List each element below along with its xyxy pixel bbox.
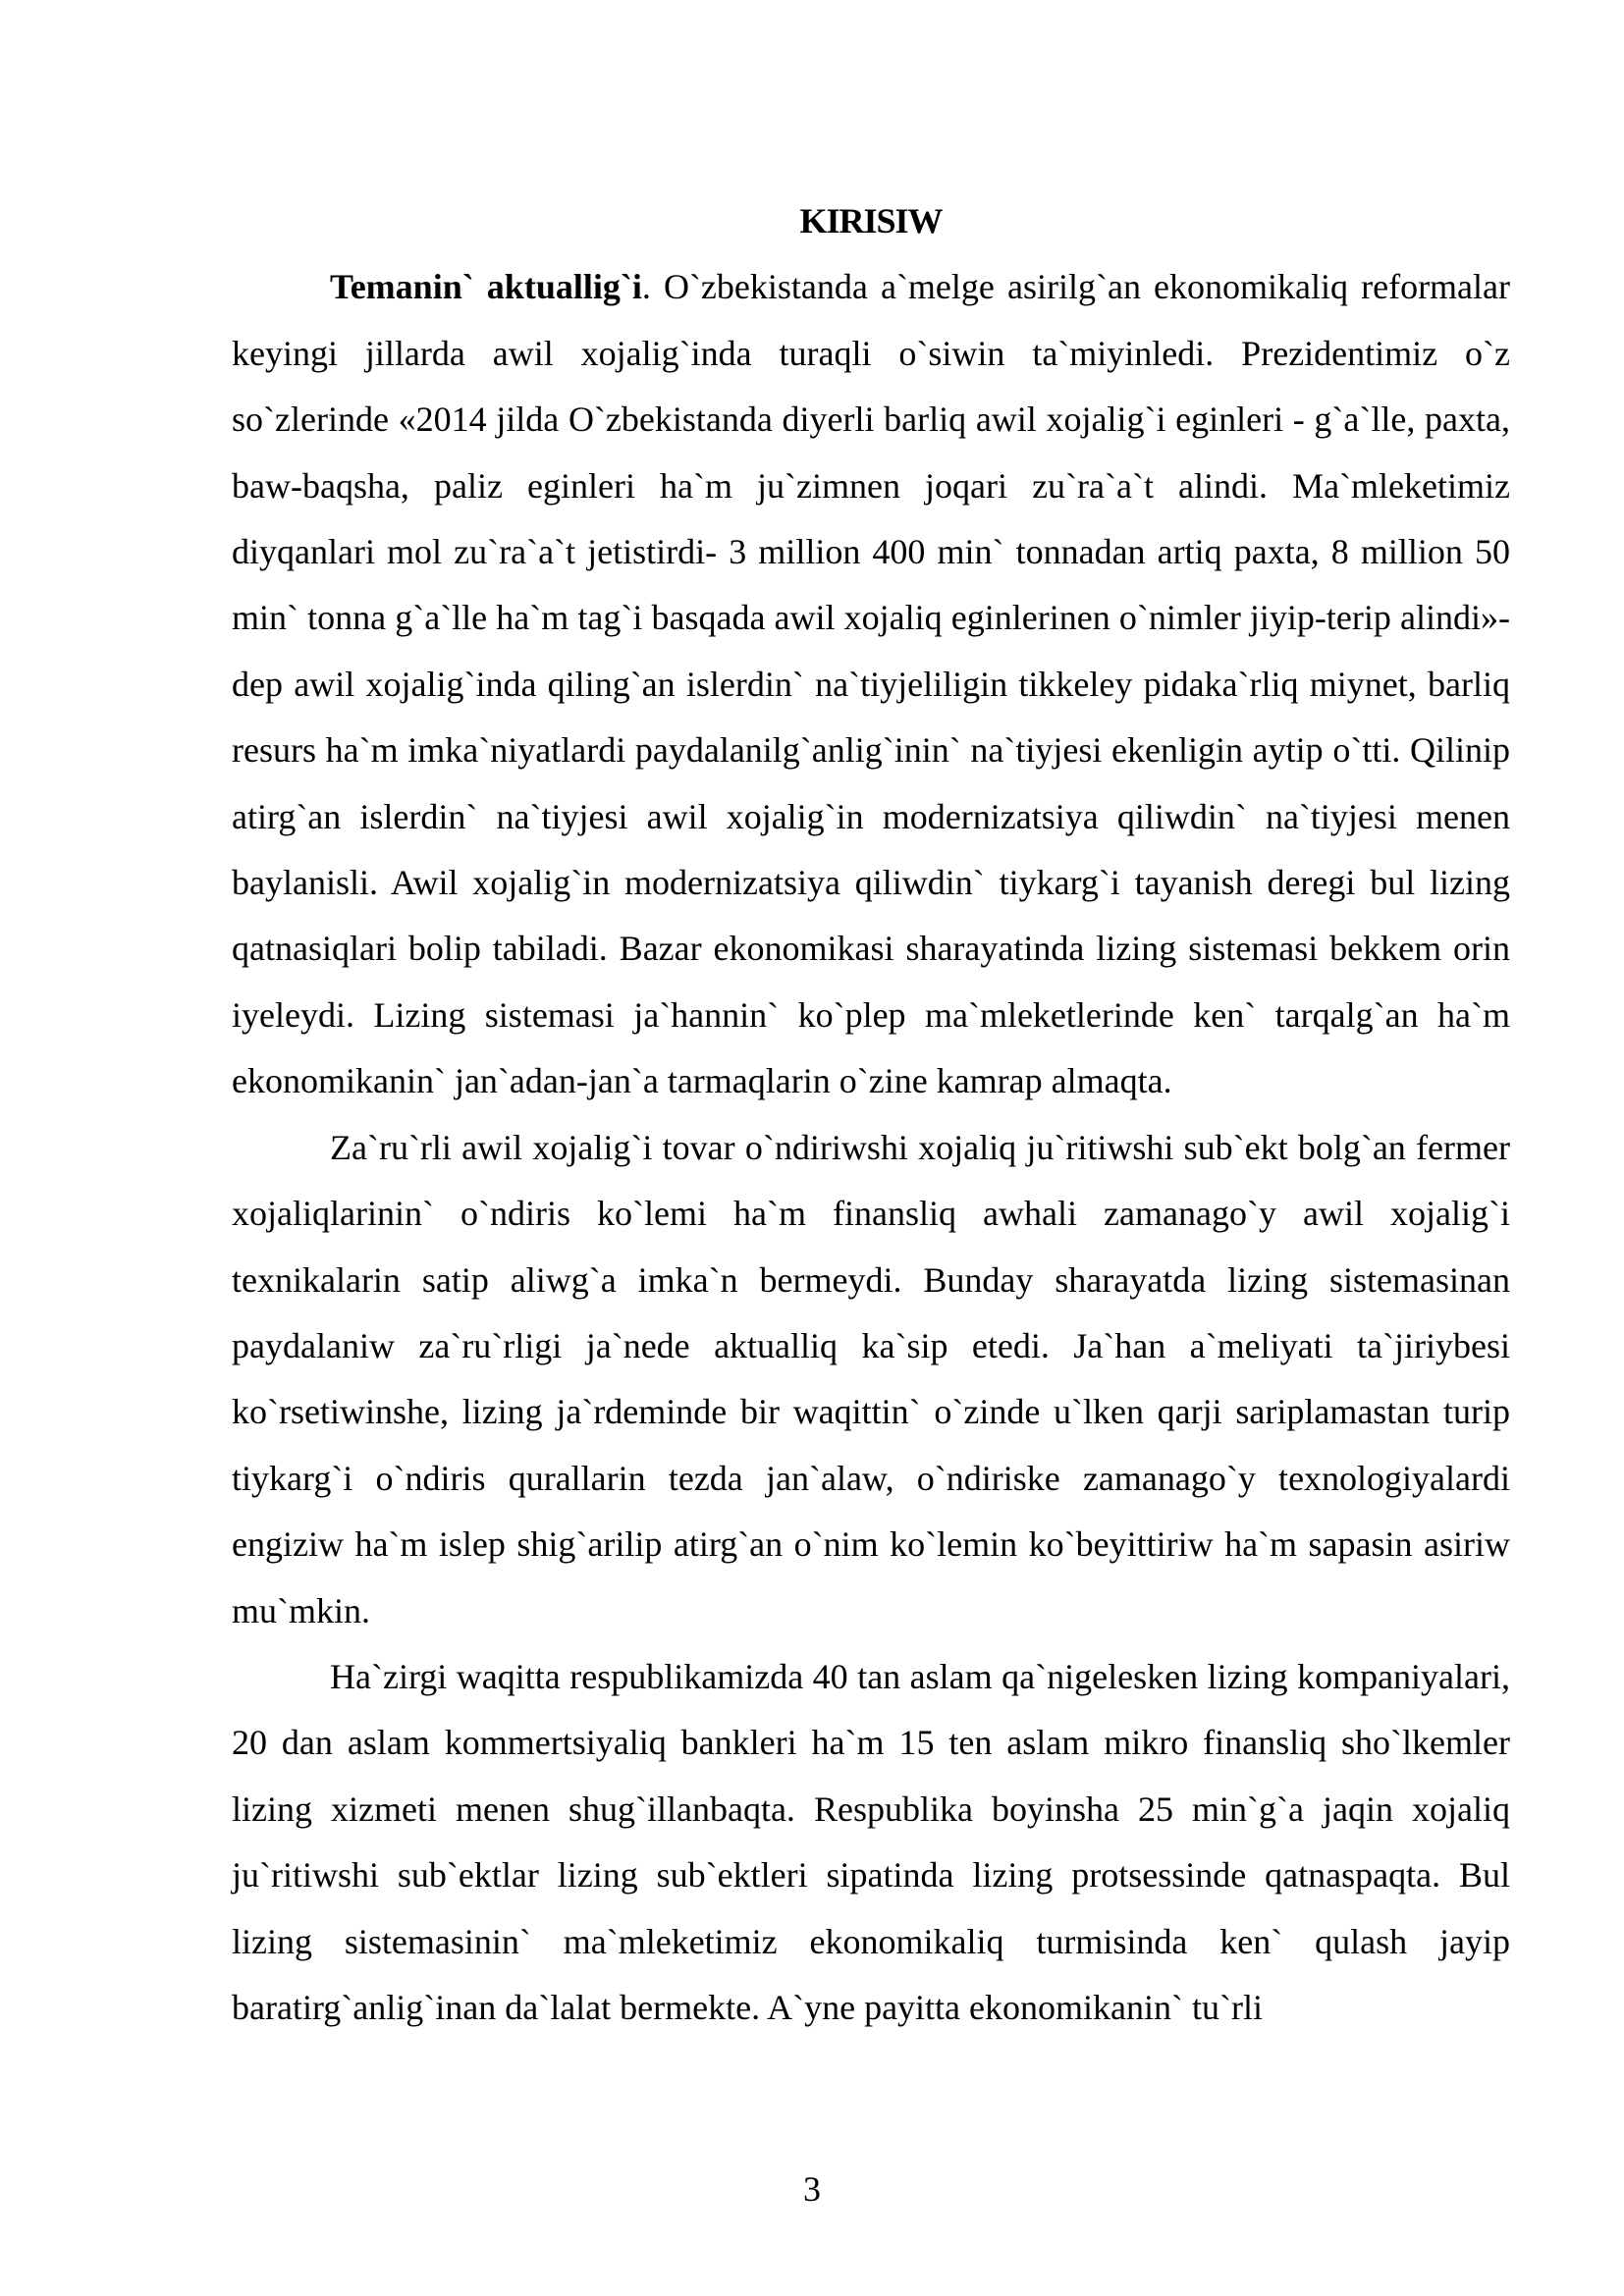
paragraph-lead-heading: Temanin` aktuallig`i (330, 267, 642, 307)
paragraph-1 (232, 254, 1510, 1114)
page-body (232, 188, 1510, 2041)
paragraph-3: Ha`zirgi waqitta respublikamizda 40 tan aslam qa`nigelesken lizing kompaniyalari, 20 dan aslam kommertsiyaliq bankleri ha`m 15 ten aslam mikro finansliq sho`lkemler lizing xizmeti menen shug`illanbaqta. Respublika boyinsha 25 min`g`a jaqin xojaliq ju`ritiwshi sub`ektlar lizing sub`ektleri sipatinda lizing protsessinde qatnaspaqta. Bul lizing sistemasinin` ma`mleketimiz ekonomikaliq turmisinda ken` qulash jayip baratirg`anlig`inan da`lalat bermekte. A`yne payitta ekonomikanin` tu`rli (232, 1656, 1510, 2027)
page-title: KIRISIW (799, 201, 943, 240)
paragraph-1-text: . O`zbekistanda a`melge asirilg`an ekonomikaliq reformalar keyingi jillarda awil xojalig`inda turaqli o`siwin ta`miyinledi. Prezidentimiz o`z so`zlerinde «2014 jilda O`zbekistanda diyerli barliq awil xojalig`i eginleri - g`a`lle, paxta, baw-baqsha, paliz eginleri ha`m ju`zimnen joqari zu`ra`a`t alindi. Ma`mleketimiz diyqanlari mol zu`ra`a`t jetistirdi- 3 million 400 min` tonnadan artiq paxta, 8 million 50 min` tonna g`a`lle ha`m tag`i basqada awil xojaliq eginlerinen o`nimler jiyip-terip alindi»-dep awil xojalig`inda qiling`an islerdin` na`tiyjeliligin tikkeley pidaka`rliq miynet, barliq resurs ha`m imka`niyatlardi paydalanilg`anlig`inin` na`tiyjesi ekenligin aytip o`tti. Qilinip atirg`an islerdin` na`tiyjesi awil xojalig`in modernizatsiya qiliwdin` na`tiyjesi menen baylanisli. Awil xojalig`in modernizatsiya qiliwdin` tiykarg`i tayanish deregi bul lizing qatnasiqlari bolip tabiladi. Bazar ekonomikasi sharayatinda lizing sistemasi bekkem orin iyeleydi. Lizing sistemasi ja`hannin` ko`plep ma`mleketlerinde ken` tarqalg`an ha`m ekonomikanin` jan`adan-jan`a tarmaqlarin o`zine kamrap almaqta. (232, 267, 1510, 1101)
paragraph-2: Za`ru`rli awil xojalig`i tovar o`ndiriwshi xojaliq ju`ritiwshi sub`ekt bolg`an fermer xojaliqlarinin` o`ndiris ko`lemi ha`m finansliq awhali zamanago`y awil xojalig`i texnikalarin satip aliwg`a imka`n bermeydi. Bunday sharayatda lizing sistemasinan paydalaniw za`ru`rligi ja`nede aktualliq ka`sip etedi. Ja`han a`meliyati ta`jiriybesi ko`rsetiwinshe, lizing ja`rdeminde bir waqittin` o`zinde u`lken qarji sariplamastan turip tiykarg`i o`ndiris qurallarin tezda jan`alaw, o`ndiriske zamanago`y texnologiyalardi engiziw ha`m islep shig`arilip atirg`an o`nim ko`lemin ko`beyittiriw ha`m sapasin asiriw mu`mkin. (232, 1127, 1510, 1630)
page-number: 3 (803, 2169, 821, 2209)
